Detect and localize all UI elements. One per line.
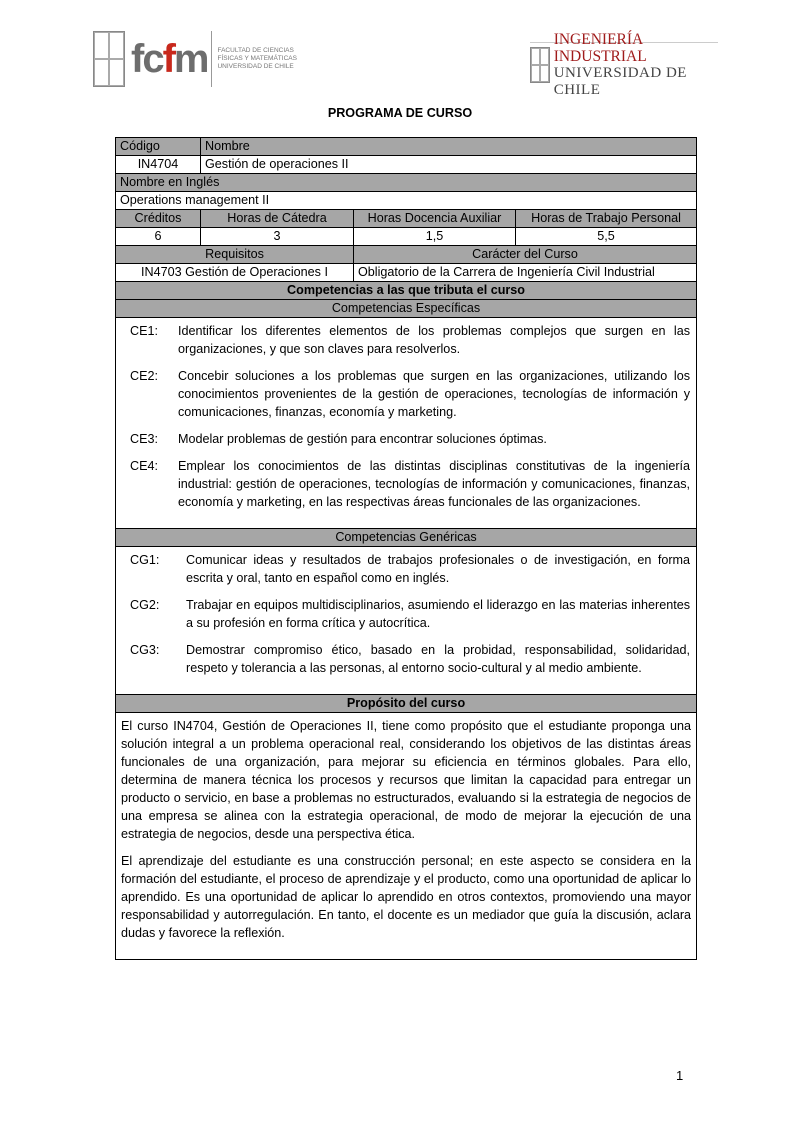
competency-code: CE3: bbox=[130, 432, 158, 446]
faculty-line: FACULTAD DE CIENCIAS bbox=[217, 47, 294, 54]
competency-text: Concebir soluciones a los problemas que surgen en las organizaciones, utilizando los conocimientos provenientes de la gestión de operaciones, tecnologías de información y comunicaciones, finanzas, economía y marketing. bbox=[178, 369, 691, 419]
faculty-line: FÍSICAS Y MATEMÁTICAS bbox=[217, 55, 297, 62]
auxiliar-label: Horas Docencia Auxiliar bbox=[354, 210, 516, 228]
nombre-ingles-label: Nombre en Inglés bbox=[116, 174, 697, 192]
competency-code: CE2: bbox=[130, 369, 158, 383]
caracter-label: Carácter del Curso bbox=[354, 246, 697, 264]
nombre-ingles-value: Operations management II bbox=[116, 192, 697, 210]
competency-code: CG2: bbox=[130, 598, 160, 612]
competency-code: CE4: bbox=[130, 459, 158, 473]
competency-text: Trabajar en equipos multidisciplinarios, asumiendo el liderazgo en las materias inherentes a su profesión en forma crítica y autocrítica. bbox=[186, 598, 691, 630]
document-title: PROGRAMA DE CURSO bbox=[327, 106, 473, 120]
competency-code: CE1: bbox=[130, 324, 158, 338]
faculty-name bbox=[217, 47, 296, 71]
page-number: 1 bbox=[676, 1068, 684, 1083]
caracter-value: Obligatorio de la Carrera de Ingeniería Civil Industrial bbox=[354, 264, 697, 282]
competency-text: Demostrar compromiso ético, basado en la probidad, responsabilidad, solidaridad, respeto y tolerancia a las personas, al entorno socio-cultural y al medio ambiente. bbox=[186, 643, 691, 675]
competencias-heading: Competencias a las que tributa el curso bbox=[116, 282, 697, 300]
competency-item bbox=[122, 596, 690, 632]
university-crest-icon bbox=[530, 47, 550, 83]
catedra-value: 3 bbox=[201, 228, 354, 246]
requisitos-label: Requisitos bbox=[116, 246, 354, 264]
codigo-label: Código bbox=[116, 138, 201, 156]
creditos-label: Créditos bbox=[116, 210, 201, 228]
requisitos-value: IN4703 Gestión de Operaciones I bbox=[116, 264, 354, 282]
university-crest-icon bbox=[93, 31, 125, 87]
competency-item bbox=[122, 457, 690, 511]
proposito-heading: Propósito del curso bbox=[116, 695, 697, 713]
course-program-table bbox=[115, 137, 697, 960]
competency-text: Comunicar ideas y resultados de trabajos profesionales o de investigación, en forma escrita y oral, tanto en español como en inglés. bbox=[186, 553, 691, 585]
auxiliar-value: 1,5 bbox=[354, 228, 516, 246]
personal-value: 5,5 bbox=[516, 228, 697, 246]
competency-item bbox=[122, 322, 690, 358]
catedra-label: Horas de Cátedra bbox=[201, 210, 354, 228]
competencias-genericas-heading: Competencias Genéricas bbox=[116, 529, 697, 547]
proposito-body bbox=[116, 713, 697, 960]
competency-text: Modelar problemas de gestión para encontrar soluciones óptimas. bbox=[178, 432, 547, 446]
competency-item bbox=[122, 367, 690, 421]
competency-text: Identificar los diferentes elementos de los problemas complejos que surgen en las organizaciones, y que son claves para resolverlos. bbox=[178, 324, 691, 356]
codigo-value: IN4704 bbox=[116, 156, 201, 174]
competency-code: CG3: bbox=[130, 643, 160, 657]
proposito-paragraph: El curso IN4704, Gestión de Operaciones II, tiene como propósito que el estudiante proponga una solución integral a un problema operacional real, considerando los objetivos de las distintas áreas funcionales de una organización, para mejorar su eficiencia en términos globales. Para ello, determina de manera técnica los procesos y recursos que limitan la capacidad para entregar un producto o servicio, en base a problemas no estructurados, evaluando si la estrategia de negocios de una empresa se alinea con la estrategia operacional, de modo de mejorar la ejecución de una estrategia de negocios, desde una perspectiva ética. bbox=[121, 719, 692, 841]
competency-text: Emplear los conocimientos de las distintas disciplinas constitutivas de la ingeniería industrial: gestión de operaciones, tecnologías de información y comunicaciones, finanzas, economía y marketing, en las respectivas áreas funcionales de las organizaciones. bbox=[178, 459, 691, 509]
creditos-value: 6 bbox=[116, 228, 201, 246]
proposito-paragraph: El aprendizaje del estudiante es una construcción personal; en este aspecto se considera en la formación del estudiante, el proceso de aprendizaje y el producto, como una oportunidad de aplicar lo aprendido. Es una oportunidad de aplicar lo aprendido en otros contextos, promoviendo una mayor responsabilidad y autorregulación. En tanto, el docente es un mediador que guía la discusión, aclara dudas y favorece la reflexión. bbox=[121, 854, 692, 940]
fcfm-logo bbox=[93, 28, 303, 90]
fcfm-wordmark: fcfm bbox=[131, 31, 212, 87]
competency-item bbox=[122, 641, 690, 677]
department-name: INGENIERÍA INDUSTRIAL bbox=[553, 31, 647, 65]
ingenieria-industrial-logo bbox=[530, 31, 718, 98]
competency-item bbox=[122, 551, 690, 587]
faculty-line: UNIVERSIDAD DE CHILE bbox=[217, 63, 294, 70]
competency-item bbox=[122, 430, 690, 448]
university-name: UNIVERSIDAD DE CHILE bbox=[553, 65, 687, 98]
nombre-value: Gestión de operaciones II bbox=[201, 156, 697, 174]
nombre-label: Nombre bbox=[201, 138, 697, 156]
competencias-genericas-list bbox=[116, 547, 697, 695]
personal-label: Horas de Trabajo Personal bbox=[516, 210, 697, 228]
competencias-especificas-list bbox=[116, 318, 697, 529]
competencias-especificas-heading: Competencias Específicas bbox=[116, 300, 697, 318]
competency-code: CG1: bbox=[130, 553, 160, 567]
